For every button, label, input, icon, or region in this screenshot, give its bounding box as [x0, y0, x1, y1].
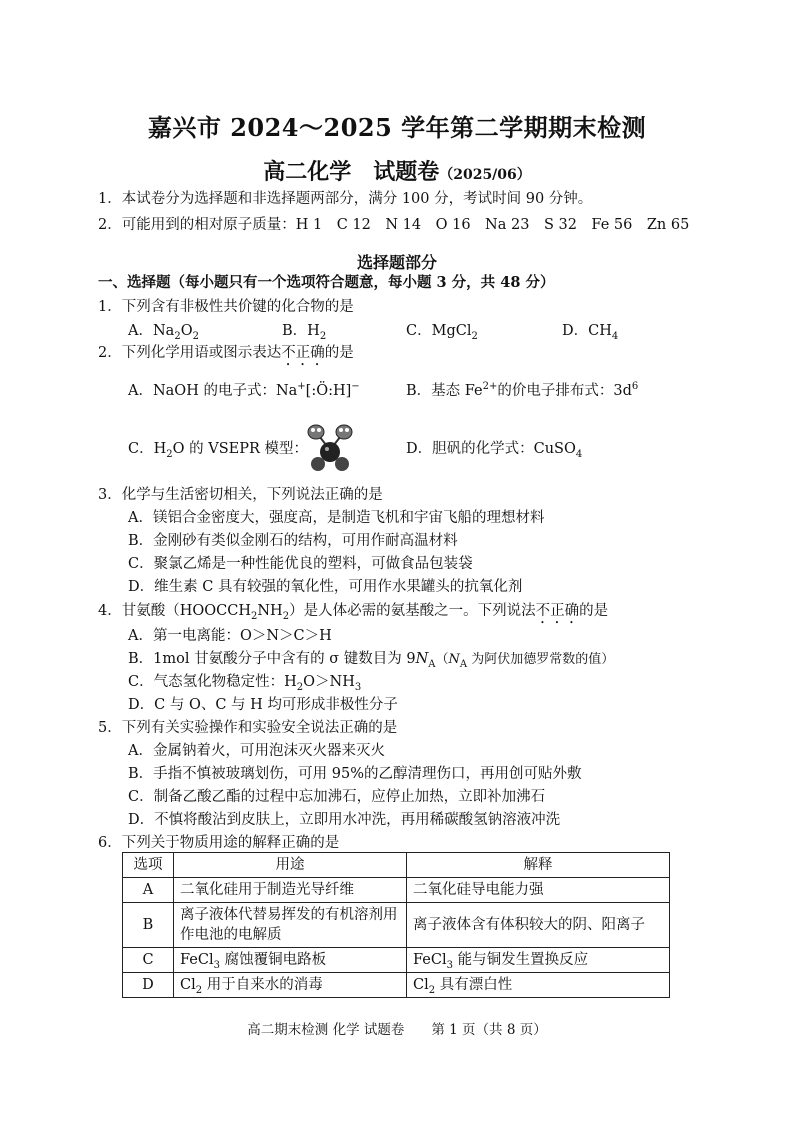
q4-option-a: A．第一电离能：O＞N＞C＞H: [128, 628, 332, 644]
header-explanation: 解释: [407, 853, 670, 878]
note-2: 2．可能用到的相对原子质量：H 1 C 12 N 14 O 16 Na 23 S 32 Fe 56 Zn 65: [98, 217, 690, 233]
q4-option-c: C．气态氢化物稳定性：$H_2O>NH_3$: [128, 674, 362, 693]
table-row: [123, 903, 670, 948]
q4-stem: 4．甘氨酸$(HOOCCH_2NH_2)$是人体必需的氨基酸之一。下列说法不正确的是: [98, 603, 609, 622]
row-explanation: $Cl_2$ 具有漂白性: [407, 973, 670, 998]
row-option: C: [123, 948, 174, 973]
q1-option-b: B．$H_2$: [282, 323, 327, 342]
vsepr-model-image: [294, 420, 360, 472]
row-use: 二氧化硅用于制造光导纤维: [174, 878, 407, 903]
row-explanation: FeCl$_3$ 能与铜发生置换反应: [407, 948, 670, 973]
row-option: D: [123, 973, 174, 998]
table-row: [123, 878, 670, 903]
row-option: B: [123, 903, 174, 948]
q3-stem: 3．化学与生活密切相关，下列说法正确的是: [98, 487, 383, 503]
section-title: 选择题部分: [356, 253, 437, 272]
q1-option-d: D．$CH_4$: [562, 323, 619, 342]
header-option: 选项: [123, 853, 174, 878]
q1-option-a: A．$Na_2O_2$: [128, 323, 199, 342]
row-option: A: [123, 878, 174, 903]
exam-title: 嘉兴市 2024～2025 学年第二学期期末检测: [147, 113, 647, 142]
q5-option-c: C．制备乙酸乙酯的过程中忘加沸石，应停止加热，立即补加沸石: [128, 789, 546, 805]
note-1: 1．本试卷分为选择题和非选择题两部分，满分 100 分，考试时间 90 分钟。: [98, 191, 593, 207]
q4-option-d: D．C 与 O、C 与 H 均可形成非极性分子: [128, 697, 398, 713]
q5-option-b: B．手指不慎被玻璃划伤，可用 95%的乙醇清理伤口，再用创可贴外敷: [128, 766, 582, 782]
q1-option-c: C．MgCl$_2$: [406, 323, 478, 342]
q2-option-d: D．胆矾的化学式：CuSO$_4$: [406, 441, 583, 460]
q5-option-d: D．不慎将酸沾到皮肤上，立即用水冲洗，再用稀碳酸氢钠溶液冲洗: [128, 812, 561, 828]
header-use: 用途: [174, 853, 407, 878]
row-use: $Cl_2$ 用于自来水的消毒: [174, 973, 407, 998]
page-footer: 高二期末检测 化学 试题卷 第 1 页（共 8 页）: [247, 1022, 547, 1038]
table-row: [123, 973, 670, 998]
row-explanation: 离子液体含有体积较大的阴、阳离子: [407, 903, 670, 948]
exam-subtitle: [0, 155, 794, 186]
q5-stem: 5．下列有关实验操作和实验安全说法正确的是: [98, 720, 398, 736]
q3-option-a: A．镁铝合金密度大，强度高，是制造飞机和宇宙飞船的理想材料: [128, 510, 545, 526]
q3-option-b: B．金刚砂有类似金刚石的结构，可用作耐高温材料: [128, 533, 458, 549]
q5-option-a: A．金属钠着火，可用泡沫灭火器来灭火: [128, 743, 385, 759]
row-use: 离子液体代替易挥发的有机溶剂用作电池的电解质: [174, 903, 407, 948]
table-header-row: [123, 853, 670, 878]
q6-stem: 6．下列关于物质用途的解释正确的是: [98, 835, 340, 851]
subtitle-text: 高二化学 试题卷: [263, 159, 440, 185]
q1-stem: 1．下列含有非极性共价键的化合物的是: [98, 299, 354, 315]
q3-option-d: D．维生素 C 具有较强的氧化性，可用作水果罐头的抗氧化剂: [128, 579, 523, 595]
q2-stem: 2．下列化学用语或图示表达不正确的是: [98, 345, 354, 361]
q2-option-c: C．$H_2O$ 的 VSEPR 模型：: [128, 441, 309, 460]
row-use: FeCl$_3$ 腐蚀覆铜电路板: [174, 948, 407, 973]
q6-table: [122, 852, 670, 998]
part-heading: 一、选择题（每小题只有一个选项符合题意，每小题 3 分，共 48 分）: [98, 274, 555, 291]
exam-date: （2025/06）: [439, 167, 531, 183]
row-explanation: 二氧化硅导电能力强: [407, 878, 670, 903]
q4-option-b: B．1mol 甘氨酸分子中含有的 σ 键数目为 $9N_A(N_A$ 为阿伏加德罗常数的值）: [128, 651, 615, 670]
q3-option-c: C．聚氯乙烯是一种性能优良的塑料，可做食品包装袋: [128, 556, 473, 572]
table-row: [123, 948, 670, 973]
q2-option-b: B．基态 $Fe^{2+}$的价电子排布式：$3d^6$: [406, 381, 639, 399]
q2-option-a: A．NaOH 的电子式：Na+[:Ö:H]−: [128, 381, 360, 399]
